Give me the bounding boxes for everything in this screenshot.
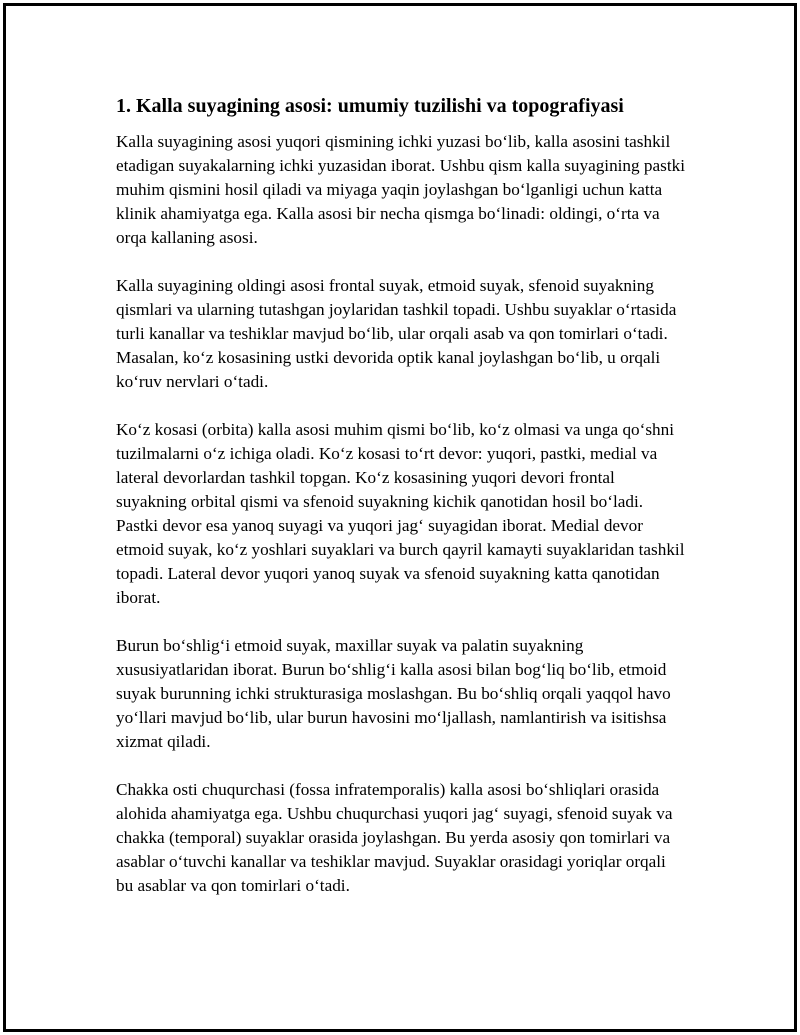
paragraph-nasal-cavity: Burun bo‘shlig‘i etmoid suyak, maxillar suyak va palatin suyakning xususiyatlaridan iborat. Burun bo‘shlig‘i kalla asosi bilan bog‘liq bo‘lib, etmoid suyak burunning ichki strukturasiga moslashgan. Bu bo‘shliq orqali yaqqol havo yo‘llari mavjud bo‘lib, ular burun havosini mo‘ljallash, namlantirish va isitishsa xizmat qiladi. [116,636,671,751]
document-body [116,92,686,898]
section-heading: 1. Kalla suyagining asosi: umumiy tuzilishi va topografiyasi [116,95,624,117]
paragraph-infratemporal-fossa: Chakka osti chuqurchasi (fossa infratemporalis) kalla asosi bo‘shliqlari orasida alohida ahamiyatga ega. Ushbu chuqurchasi yuqori jag‘ suyagi, sfenoid suyak va chakka (temporal) suyaklar orasida joylashgan. Bu yerda asosiy qon tomirlari va asablar o‘tuvchi kanallar va teshiklar mavjud. Suyaklar orasidagi yoriqlar orqali bu asablar va qon tomirlari o‘tadi. [116,780,673,895]
paragraph-skull-base-overview: Kalla suyagining asosi yuqori qismining ichki yuzasi bo‘lib, kalla asosini tashkil etadigan suyakalarning ichki yuzasidan iborat. Ushbu qism kalla suyagining pastki muhim qismini hosil qiladi va miyaga yaqin joylashgan bo‘lganligi uchun katta klinik ahamiyatga ega. Kalla asosi bir necha qismga bo‘linadi: oldingi, o‘rta va orqa kallaning asosi. [116,132,685,247]
paragraph-anterior-base: Kalla suyagining oldingi asosi frontal suyak, etmoid suyak, sfenoid suyakning qismlari va ularning tutashgan joylaridan tashkil topadi. Ushbu suyaklar o‘rtasida turli kanallar va teshiklar mavjud bo‘lib, ular orqali asab va qon tomirlari o‘tadi. Masalan, ko‘z kosasining ustki devorida optik kanal joylashgan bo‘lib, u orqali ko‘ruv nervlari o‘tadi. [116,276,677,391]
paragraph-orbit: Ko‘z kosasi (orbita) kalla asosi muhim qismi bo‘lib, ko‘z olmasi va unga qo‘shni tuzilmalarni o‘z ichiga oladi. Ko‘z kosasi to‘rt devor: yuqori, pastki, medial va lateral devorlardan tashkil topgan. Ko‘z kosasining yuqori devori frontal suyakning orbital qismi va sfenoid suyakning kichik qanotidan hosil bo‘ladi. Pastki devor esa yanoq suyagi va yuqori jag‘ suyagidan iborat. Medial devor etmoid suyak, ko‘z yoshlari suyaklari va burch qayril kamayti suyaklaridan tashkil topadi. Lateral devor yuqori yanoq suyak va sfenoid suyakning katta qanotidan iborat. [116,420,685,607]
